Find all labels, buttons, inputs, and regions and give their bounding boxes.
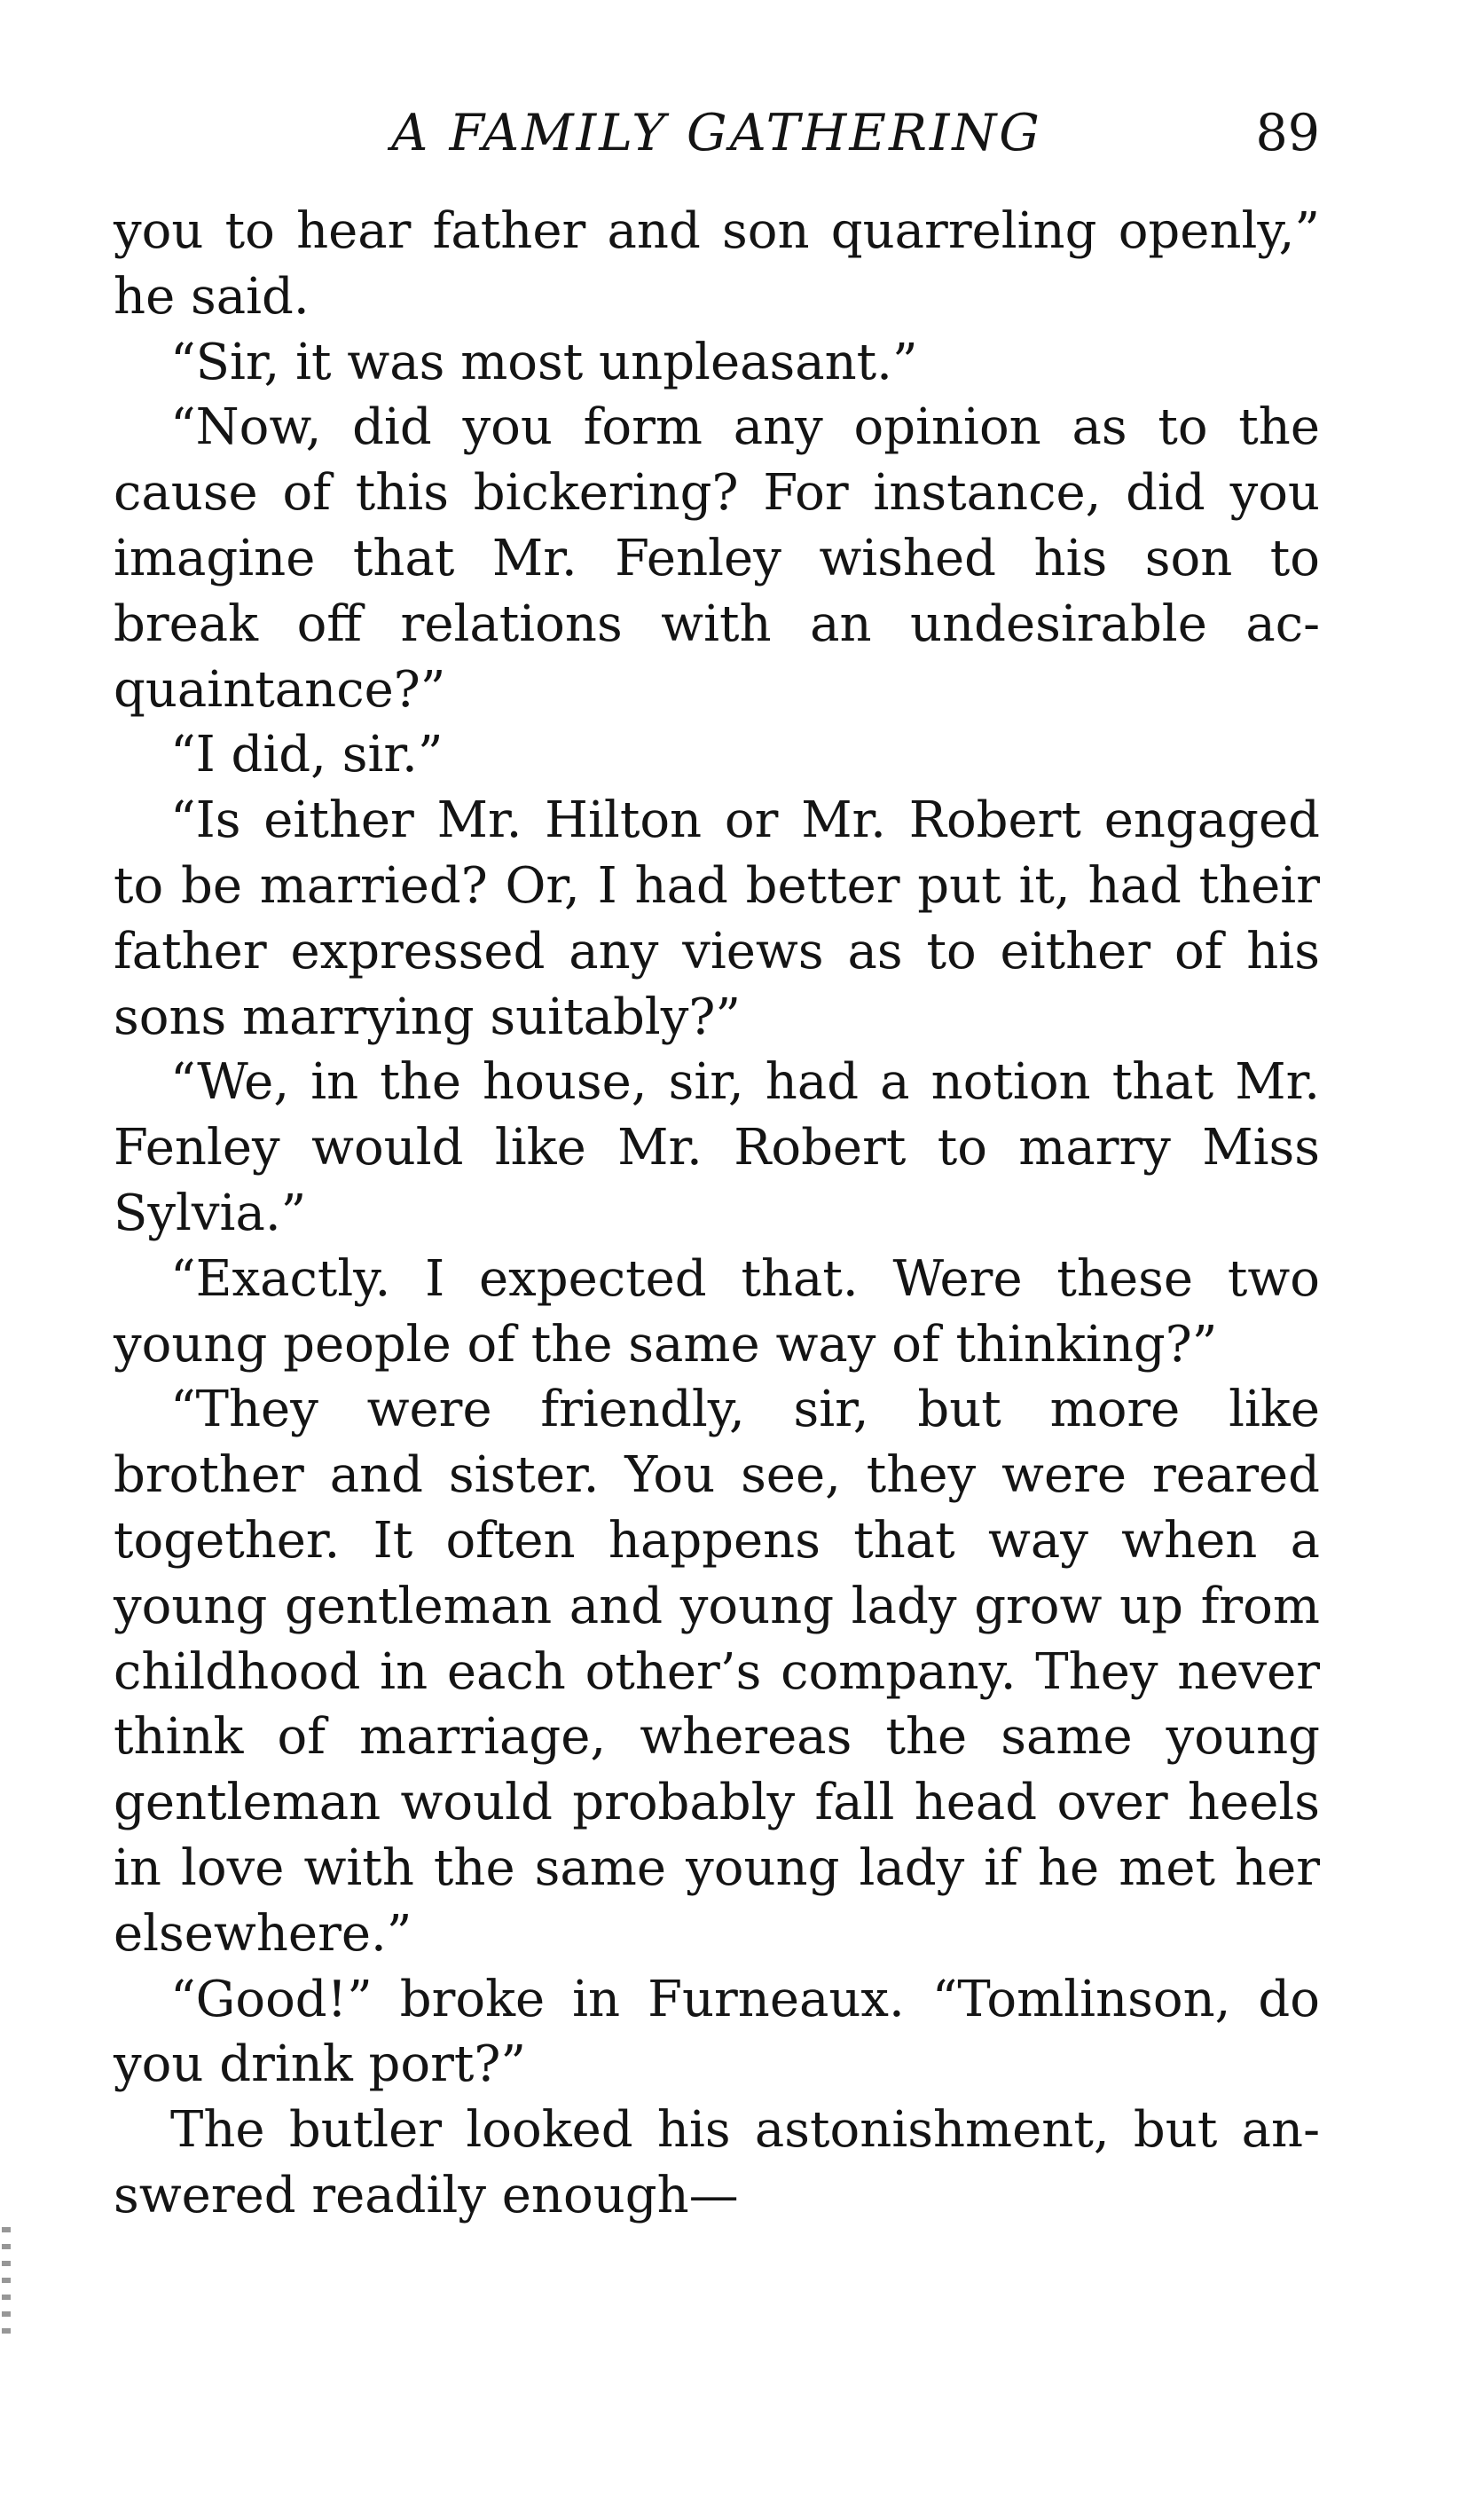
running-head [114,89,1320,177]
page-number: 89 [1255,104,1320,162]
running-title: A FAMILY GATHERING [391,104,1042,162]
paragraph: “I did, sir.” [170,726,444,784]
scan-edge-mark [2,2227,11,2334]
paragraph: “Is either Mr. Hilton or Mr. Robert engaged to be married? Or, I had better put it, had their father expressed any views as to either of his sons marrying suitably?” [114,791,1320,1046]
paragraph: “Sir, it was most unpleasant.” [170,333,918,391]
paragraph: “Good!” broke in Furneaux. “Tomlinson, do you drink port?” [114,1970,1320,2094]
paragraph-continuation: you to hear father and son quarreling openly,” he said. [114,202,1320,326]
paragraph: The butler looked his astonishment, but answered readily enough— [114,2101,1320,2224]
paragraph: “We, in the house, sir, had a notion that Mr. Fenley would like Mr. Robert to marry Miss Sylvia.” [114,1053,1320,1242]
paragraph: “Exactly. I expected that. Were these two young people of the same way of thinking?” [114,1249,1320,1374]
paragraph: “They were friendly, sir, but more like brother and sister. You see, they were reared together. It often happens that way when a young gentleman and young lady grow up from childhood in each other’s company. They never think of marriage, whereas the same young gentleman would probably fall head over heels in love with the same young lady if he met her elsewhere.” [114,1381,1320,1963]
paragraph: “Now, did you form any opinion as to the cause of this bickering? For instance, did you imagine that Mr. Fenley wished his son to break off relations with an undesirable acquaintance?” [114,398,1320,719]
body-text [114,199,1320,2229]
